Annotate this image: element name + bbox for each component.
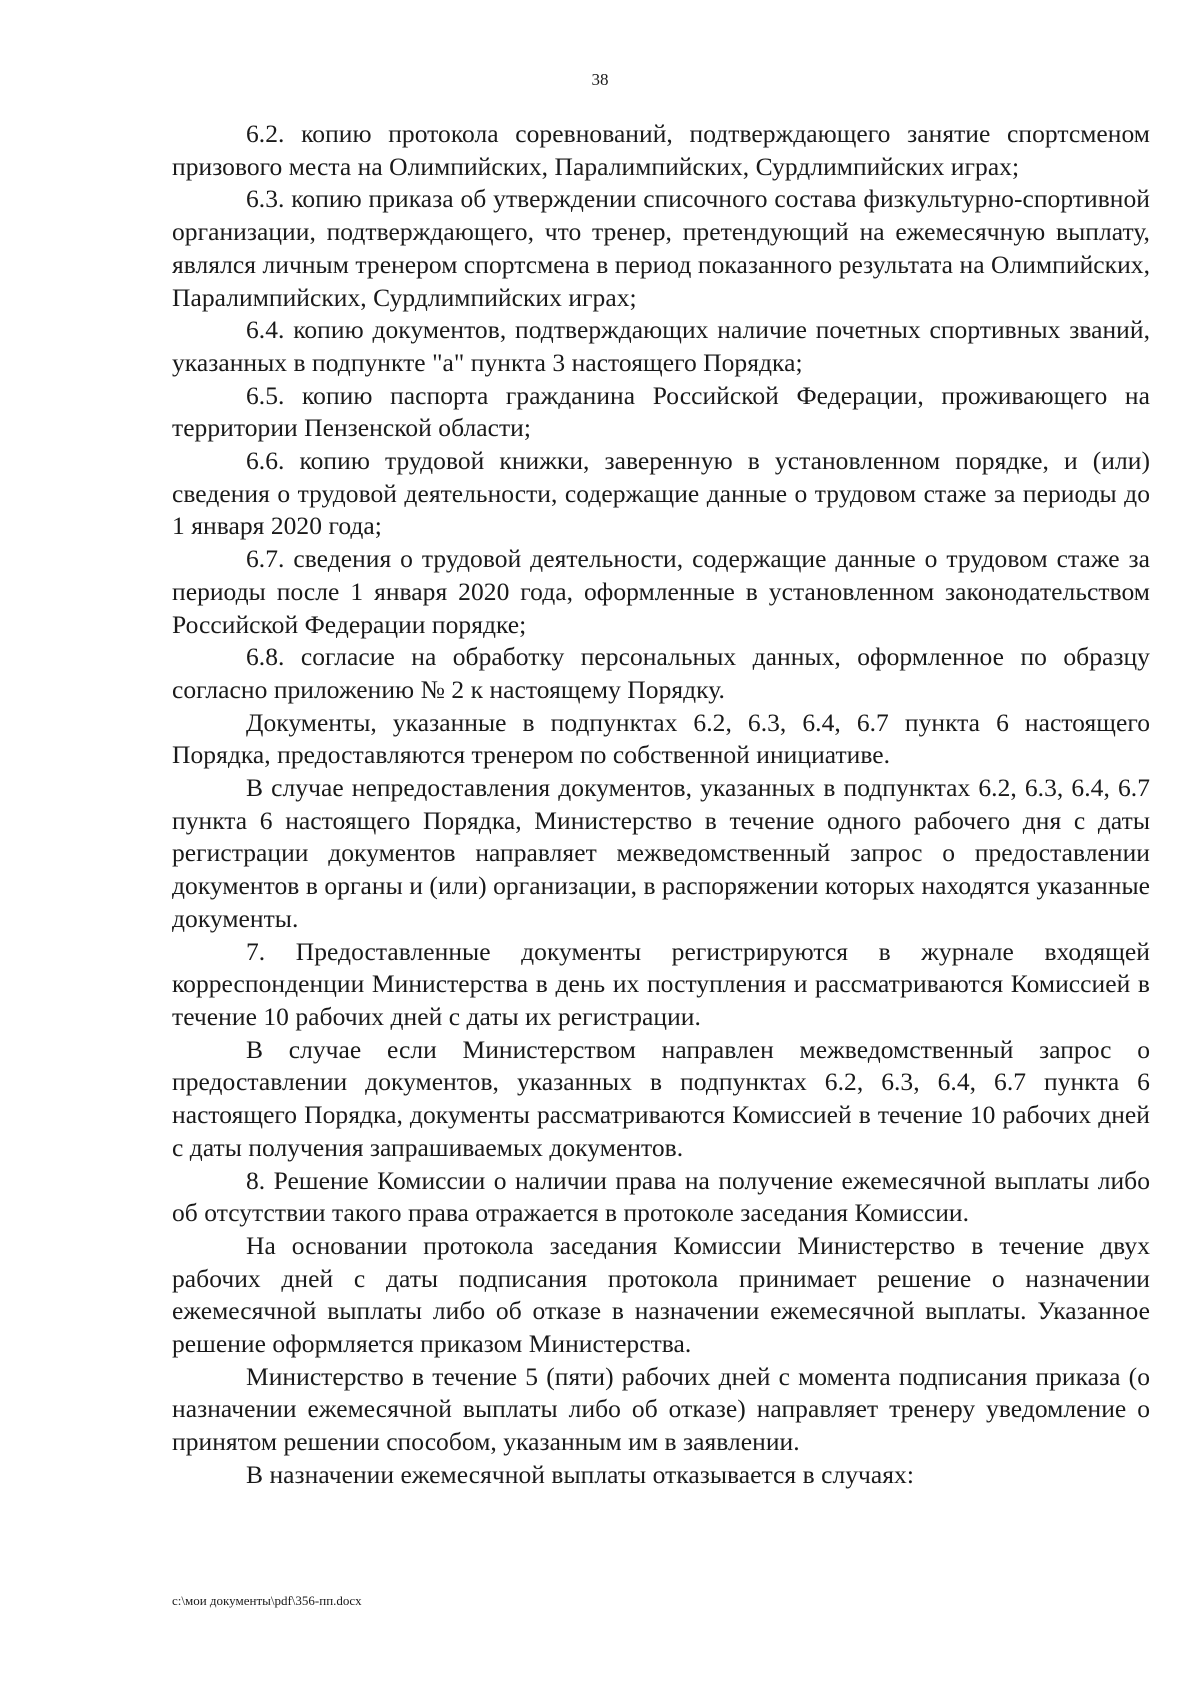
- footer-file-path: c:\мои документы\pdf\356-пп.docx: [172, 1593, 362, 1608]
- paragraph-notification: Министерство в течение 5 (пяти) рабочих дней с момента подписания приказа (о назначении ежемесячной выплаты либо об отказе) направляет тренеру уведомление о принятом решении способом, указанным им в заявлении.: [172, 1361, 1150, 1457]
- paragraph-interagency-request: В случае непредоставления документов, указанных в подпунктах 6.2, 6.3, 6.4, 6.7 пункта 6 настоящего Порядка, Министерство в течение одного рабочего дня с даты регистрации документов направляет межведомственный запрос о предоставлении документов в органы и (или) организации, в распоряжении которых находятся указанные документы.: [172, 773, 1150, 933]
- paragraph-7: 7. Предоставленные документы регистрируются в журнале входящей корреспонденции Министерства в день их поступления и рассматриваются Комиссией в течение 10 рабочих дней с даты их регистрации.: [172, 936, 1150, 1031]
- paragraph-6-6: 6.6. копию трудовой книжки, заверенную в установленном порядке, и (или) сведения о трудовой деятельности, содержащие данные о трудовом стаже за периоды до 1 января 2020 года;: [172, 446, 1150, 541]
- page-number: 38: [591, 70, 609, 89]
- document-body: [172, 118, 1150, 1492]
- paragraph-6-8: 6.8. согласие на обработку персональных данных, оформленное по образцу согласно приложению № 2 к настоящему Порядку.: [172, 642, 1150, 704]
- paragraph-decision-order: На основании протокола заседания Комиссии Министерство в течение двух рабочих дней с даты подписания протокола принимает решение о назначении ежемесячной выплаты либо об отказе в назначении ежемесячной выплаты. Указанное решение оформляется приказом Министерства.: [172, 1230, 1150, 1359]
- paragraph-6-5: 6.5. копию паспорта гражданина Российской Федерации, проживающего на территории Пензенской области;: [172, 380, 1150, 443]
- paragraph-request-review: В случае если Министерством направлен межведомственный запрос о предоставлении документов, указанных в подпунктах 6.2, 6.3, 6.4, 6.7 пункта 6 настоящего Порядка, документы рассматриваются Комиссией в течение 10 рабочих дней с даты получения запрашиваемых документов.: [172, 1034, 1150, 1162]
- paragraph-documents-initiative: Документы, указанные в подпунктах 6.2, 6.3, 6.4, 6.7 пункта 6 настоящего Порядка, предоставляются тренером по собственной инициативе.: [172, 707, 1150, 770]
- paragraph-6-4: 6.4. копию документов, подтверждающих наличие почетных спортивных званий, указанных в подпункте "а" пункта 3 настоящего Порядка;: [172, 315, 1150, 377]
- paragraph-refusal-cases: В назначении ежемесячной выплаты отказывается в случаях:: [246, 1459, 914, 1489]
- paragraph-6-3: 6.3. копию приказа об утверждении списочного состава физкультурно-спортивной организации, подтверждающего, что тренер, претендующий на ежемесячную выплату, являлся личным тренером спортсмена в период показанного результата на Олимпийских, Паралимпийских, Сурдлимпийских играх;: [172, 184, 1150, 312]
- paragraph-6-7: 6.7. сведения о трудовой деятельности, содержащие данные о трудовом стаже за периоды после 1 января 2020 года, оформленные в установленном законодательством Российской Федерации порядке;: [172, 544, 1150, 639]
- paragraph-6-2: 6.2. копию протокола соревнований, подтверждающего занятие спортсменом призового места на Олимпийских, Паралимпийских, Сурдлимпийских играх;: [172, 119, 1150, 181]
- paragraph-8: 8. Решение Комиссии о наличии права на получение ежемесячной выплаты либо об отсутствии такого права отражается в протоколе заседания Комиссии.: [172, 1165, 1150, 1228]
